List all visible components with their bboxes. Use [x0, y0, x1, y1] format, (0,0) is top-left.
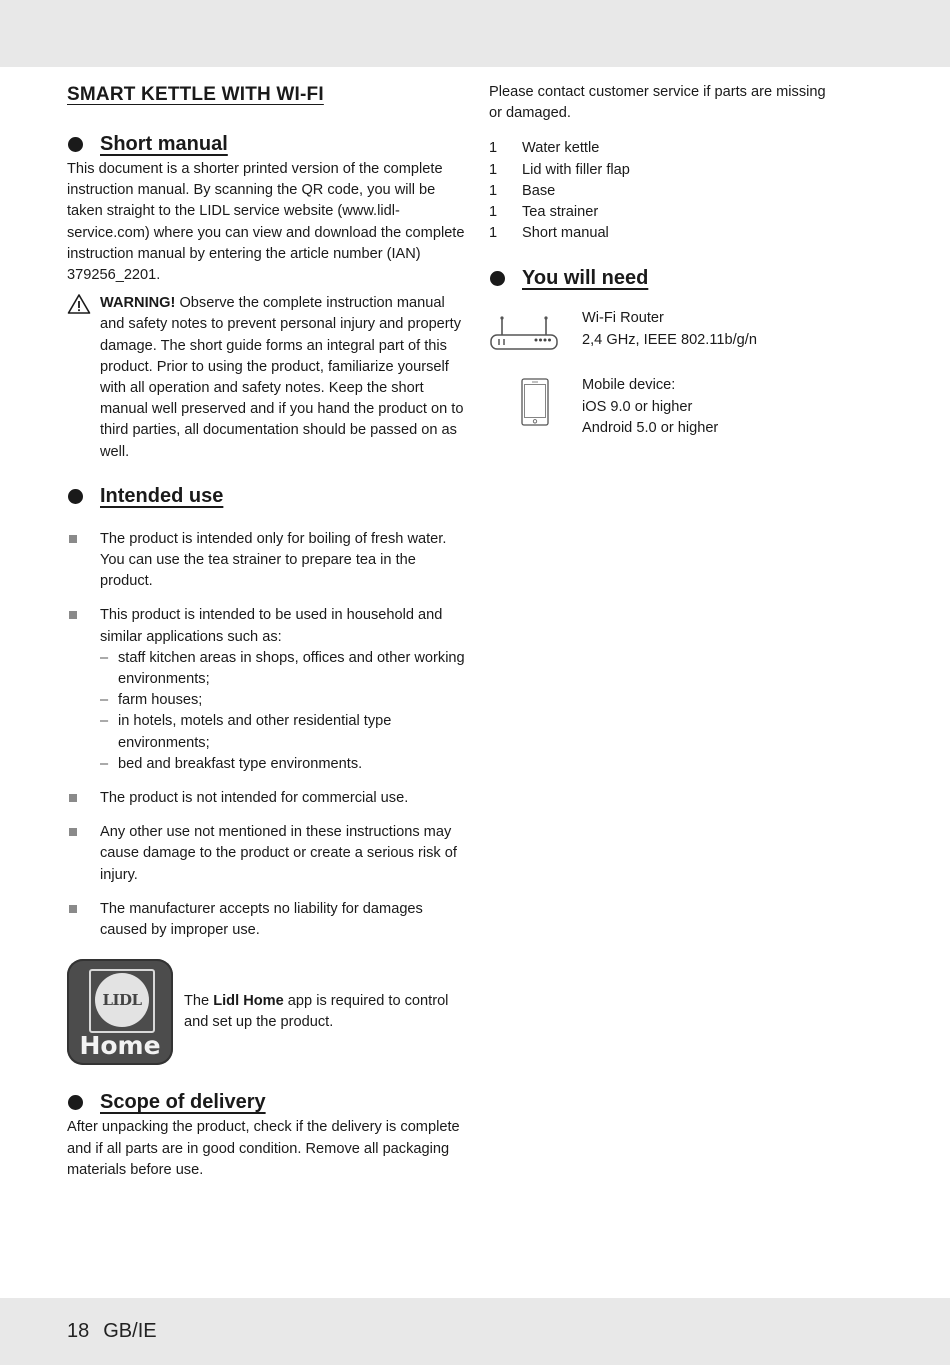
- square-bullet-icon: [67, 899, 100, 941]
- ios-requirement: iOS 9.0 or higher: [582, 398, 693, 415]
- square-bullet-icon: [67, 788, 100, 809]
- region-code: GB/IE: [103, 1320, 157, 1342]
- list-item: 1 Base: [489, 182, 556, 199]
- list-item: This product is intended to be used in household and similar applications such as: – staff kitchen areas in shops, offices and other working environments; – farm houses; – in hotels, motels and other residential type environments; – bed and breakfast type environments.: [67, 605, 467, 775]
- left-column: [67, 82, 467, 1181]
- you-will-need-title: You will need: [522, 266, 649, 289]
- router-spec: 2,4 GHz, IEEE 802.11b/g/n: [582, 331, 757, 348]
- section-heading-intended-use: [67, 482, 467, 512]
- document-title: SMART KETTLE WITH WI-FI: [67, 84, 324, 105]
- mobile-label: Mobile device:: [582, 377, 676, 394]
- bullet-dot-icon: [68, 1095, 83, 1110]
- square-bullet-icon: [67, 529, 100, 593]
- smartphone-icon: [489, 375, 582, 432]
- page-number: 18: [67, 1320, 90, 1342]
- contact-note: Please contact customer service if parts are missing or damaged.: [489, 84, 826, 122]
- intended-use-title: Intended use: [100, 485, 224, 508]
- square-bullet-icon: [67, 605, 100, 775]
- router-icon: [489, 314, 582, 359]
- section-heading-you-will-need: [489, 263, 889, 293]
- sub-list-item: – staff kitchen areas in shops, offices and other working environments;: [100, 649, 465, 688]
- list-item: The manufacturer accepts no liability for damages caused by improper use.: [67, 899, 467, 941]
- list-item: 1 Short manual: [489, 225, 609, 242]
- android-requirement: Android 5.0 or higher: [582, 419, 719, 436]
- page-footer: [67, 1320, 171, 1343]
- warning-body: Observe the complete instruction manual and safety notes to prevent personal injury and property damage. The short guide forms an integral part of this product. Prior to using the product, familiarize yourself with all operation and safety notes. Keep the short manual well preserved and if you hand the product on to third parties, all documentation should be passed on as well.: [100, 295, 464, 460]
- router-requirement: [489, 310, 889, 359]
- bullet-dot-icon: [68, 489, 83, 504]
- lidl-home-app-icon: [67, 959, 173, 1065]
- intended-use-list: [67, 529, 467, 941]
- bullet-dot-icon: [68, 137, 83, 152]
- sub-list-item: – farm houses;: [100, 692, 203, 709]
- warning-text: [100, 293, 467, 463]
- short-manual-title: Short manual: [100, 132, 228, 155]
- scope-body: After unpacking the product, check if the delivery is complete and if all parts are in good condition. Remove all packaging materials before use.: [67, 1119, 460, 1178]
- right-column: [489, 82, 889, 439]
- header-band: [0, 0, 950, 67]
- list-item: The product is intended only for boiling of fresh water. You can use the tea strainer to prepare tea in the product.: [67, 529, 467, 593]
- scope-title: Scope of delivery: [100, 1090, 266, 1113]
- lidl-logo-icon: LIDL: [95, 973, 149, 1027]
- warning-triangle-icon: [67, 293, 100, 463]
- bullet-dot-icon: [490, 271, 505, 286]
- sub-list-item: – in hotels, motels and other residential type environments;: [100, 713, 392, 751]
- delivery-list: [489, 138, 889, 244]
- list-item: 1 Lid with filler flap: [489, 161, 630, 178]
- list-item: 1 Tea strainer: [489, 204, 599, 221]
- list-item: 1 Water kettle: [489, 140, 600, 157]
- square-bullet-icon: [67, 822, 100, 886]
- warning-block: [67, 293, 467, 463]
- warning-label: WARNING!: [100, 295, 176, 312]
- app-name: Lidl Home: [213, 993, 284, 1010]
- list-item: The product is not intended for commercial use.: [67, 788, 467, 809]
- short-manual-body: This document is a shorter printed version of the complete instruction manual. By scanning the QR code, you will be taken straight to the LIDL service website (www.lidl-service.com) where you can view and download the complete instruction manual by entering the article number (IAN) 379256_2201.: [67, 161, 465, 284]
- mobile-requirement: [489, 375, 889, 439]
- section-heading-short-manual: [67, 129, 467, 159]
- app-icon-label: Home: [79, 1031, 161, 1061]
- router-label: Wi-Fi Router: [582, 310, 664, 327]
- app-description: The Lidl Home app is required to control and set up the product.: [184, 993, 449, 1031]
- list-item: Any other use not mentioned in these instructions may cause damage to the product or create a serious risk of injury.: [67, 822, 467, 886]
- sub-list-item: – bed and breakfast type environments.: [100, 755, 363, 772]
- section-heading-scope-of-delivery: [67, 1087, 467, 1117]
- lidl-home-app-block: [67, 959, 467, 1065]
